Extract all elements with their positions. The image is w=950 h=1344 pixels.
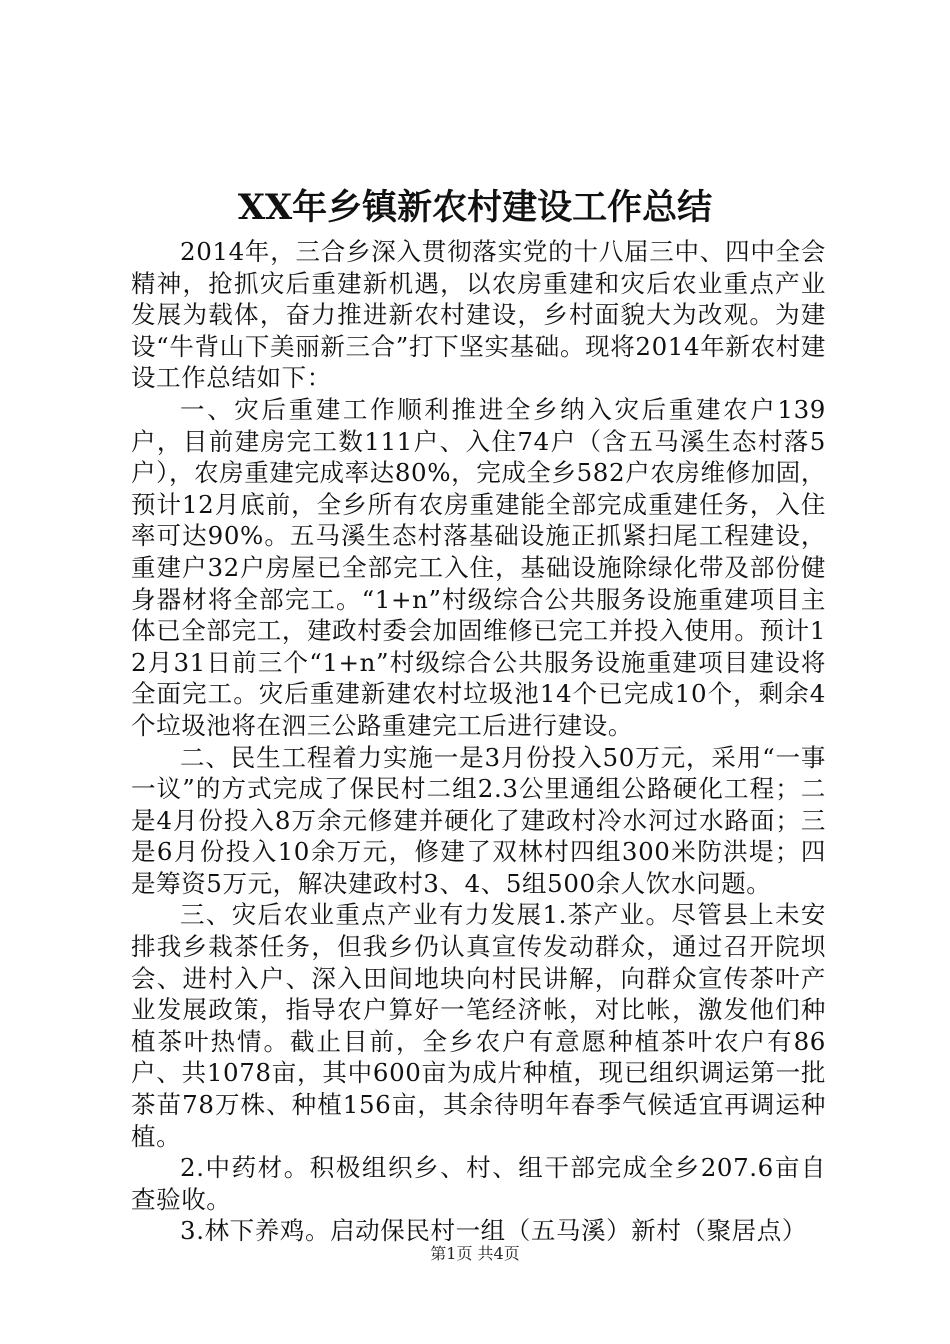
page-footer: 第1页 共4页 <box>430 1244 520 1263</box>
document-body <box>131 236 826 1247</box>
paragraph-livelihood-projects: 二、民生工程着力实施一是3月份投入50万元，采用“一事一议”的方式完成了保民村二组2.3公里通组公路硬化工程；二是4月份投入8万余元修建并硬化了建政村冷水河过水路面；三是6月份投入10余万元，修建了双林村四组300米防洪堤；四是筹资5万元，解决建政村3、4、5组500余人饮水问题。 <box>131 742 826 898</box>
paragraph-agriculture-tea: 三、灾后农业重点产业有力发展1.茶产业。尽管县上未安排我乡栽茶任务，但我乡仍认真宣传发动群众，通过召开院坝会、进村入户、深入田间地块向村民讲解，向群众宣传茶叶产业发展政策，指导农户算好一笔经济帐，对比帐，激发他们种植茶叶热情。截止目前，全乡农户有意愿种植茶叶农户有86户、共1078亩，其中600亩为成片种植，现已组织调运第一批茶苗78万株、种植156亩，其余待明年春季气候适宜再调运种植。 <box>131 900 826 1151</box>
paragraph-reconstruction: 一、灾后重建工作顺利推进全乡纳入灾后重建农户139户，目前建房完工数111户、入住74户（含五马溪生态村落5户），农房重建完成率达80%，完成全乡582户农房维修加固，预计12月底前，全乡所有农房重建能全部完成重建任务，入住率可达90%。五马溪生态村落基础设施正抓紧扫尾工程建设，重建户32户房屋已全部完工入住，基础设施除绿化带及部份健身器材将全部完工。“1+n”村级综合公共服务设施重建项目主体已全部完工，建政村委会加固维修已完工并投入使用。预计12月31日前三个“1+n”村级综合公共服务设施重建项目建设将全面完工。灾后重建新建农村垃圾池14个已完成10个，剩余4个垃圾池将在泗三公路重建完工后进行建设。 <box>131 394 826 740</box>
paragraph-herbal-medicine: 2.中药材。积极组织乡、村、组干部完成全乡207.6亩自查验收。 <box>131 1153 826 1214</box>
paragraph-forest-chicken: 3.林下养鸡。启动保民村一组（五马溪）新村（聚居点） <box>180 1216 807 1246</box>
paragraph-intro: 2014年，三合乡深入贯彻落实党的十八届三中、四中全会精神，抢抓灾后重建新机遇，以农房重建和灾后农业重点产业发展为载体，奋力推进新农村建设，乡村面貌大为改观。为建设“牛背山下美丽新三合”打下坚实基础。现将2014年新农村建设工作总结如下： <box>131 237 826 393</box>
document-title: XX年乡镇新农村建设工作总结 <box>237 187 713 228</box>
